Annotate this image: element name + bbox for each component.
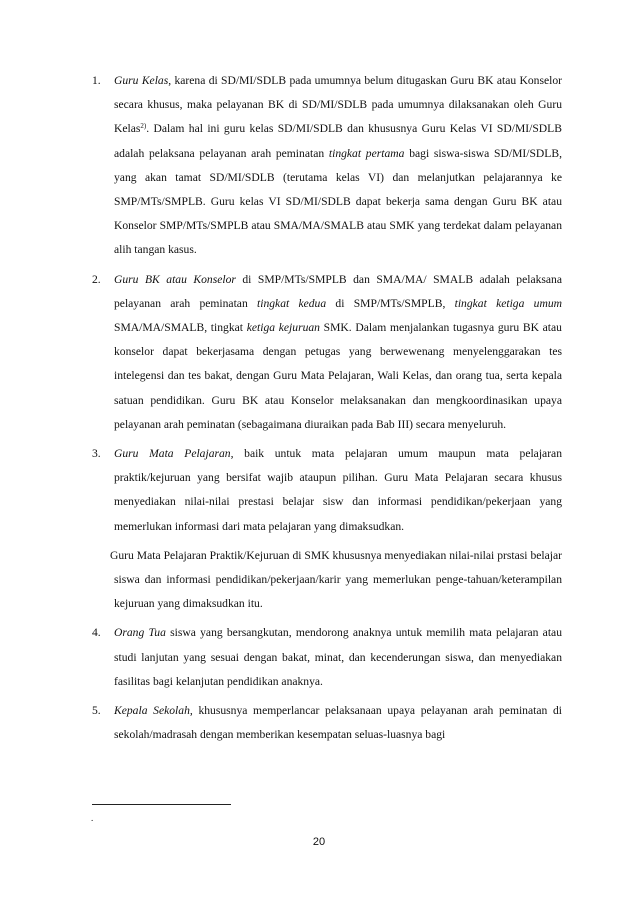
list-item bbox=[92, 268, 562, 437]
item-label: Kepala Sekolah, bbox=[114, 704, 193, 718]
item-number: 4. bbox=[92, 626, 101, 640]
item-number: 3. bbox=[92, 447, 101, 461]
item-number: 1. bbox=[92, 74, 101, 87]
text-run: khususnya memperlancar pelaksanaan upaya pelayanan arah peminatan di sekolah/madrasah dengan memberikan kesempatan seluas-luasnya bagi bbox=[114, 704, 562, 742]
text-run: di SMP/MTs/SMPLB, bbox=[326, 296, 455, 310]
italic-term: tingkat pertama bbox=[328, 146, 405, 160]
text-run: baik untuk mata pelajaran umum maupun mata pelajaran praktik/kejuruan yang bersifat wajib ataupun pilihan. Guru Mata Pelajaran secara khusus menyediakan nilai-nilai prestasi belajar sisw dan informasi pendidikan/pekerjaan yang memerlukan informasi dari mata pelajaran yang dimaksudkan. bbox=[114, 447, 562, 533]
list-item bbox=[92, 699, 562, 747]
item-label: Guru BK atau Konselor bbox=[114, 272, 236, 286]
item-text bbox=[114, 621, 562, 694]
document-body bbox=[92, 69, 562, 752]
text-run: bagi siswa-siswa SD/MI/SDLB, yang akan tamat SD/MI/SDLB (terutama kelas VI) dan melanjutkan pelajarannya ke SMP/MTs/SMPLB. Guru kelas VI SD/MI/SDLB dapat bekerja sama dengan Guru BK atau Konselor SMP/MTs/SMPLB atau SMA/MA/SMALB atau SMK yang terdekat dalam pelayanan alih tangan kasus. bbox=[114, 146, 562, 257]
text-run: , karena di SD/MI/SDLB pada umumnya belum ditugaskan Guru BK atau Konselor secara khusus, maka pelayanan BK di SD/MI/SDLB pada umumnya dilaksanakan oleh Guru Kelas bbox=[114, 74, 563, 136]
item-text bbox=[114, 699, 562, 747]
item-sub-paragraph: Guru Mata Pelajaran Praktik/Kejuruan di SMK khususnya menyediakan nilai-nilai prstasi belajar siswa dan informasi pendidikan/pekerjaan/karir yang memerlukan penge-tahuan/keterampilan kejuruan yang dimaksudkan itu. bbox=[110, 548, 562, 611]
role-list bbox=[92, 69, 562, 747]
item-label: Guru Kelas bbox=[114, 74, 169, 87]
italic-term: tingkat ketiga umum bbox=[454, 296, 562, 310]
text-run: di SMP/MTs/SMPLB dan SMA/MA/ SMALB adalah pelaksana pelayanan arah peminatan bbox=[114, 272, 562, 310]
footnote-reference[interactable]: 2) bbox=[140, 122, 147, 131]
italic-term: tingkat kedua bbox=[257, 296, 327, 310]
text-run: siswa yang bersangkutan, mendorong anaknya untuk memilih mata pelajaran atau studi lanjutan yang sesuai dengan bakat, minat, dan kecenderungan siswa, dan menyediakan fasilitas bagi kelanjutan pendidikan anaknya. bbox=[114, 626, 562, 688]
item-number: 2. bbox=[92, 272, 101, 286]
text-run: . Dalam hal ini guru kelas SD/MI/SDLB dan khususnya Guru Kelas VI SD/MI/SDLB adalah pelaksana pelayanan arah peminatan bbox=[114, 122, 562, 160]
item-text bbox=[114, 268, 562, 437]
list-item bbox=[92, 621, 562, 694]
text-run: SMA/MA/SMALB, tingkat bbox=[114, 321, 247, 335]
footnote-divider bbox=[92, 804, 231, 805]
text-run: SMK. Dalam menjalankan tugasnya guru BK atau konselor dapat bekerjasama dengan petugas yang berwewenang menyelenggarakan tes intelegensi dan tes bakat, dengan Guru Mata Pelajaran, Wali Kelas, dan orang tua, serta kepala satuan pendidikan. Guru BK atau Konselor melaksanakan dan mengkoordinasikan upaya pelayanan arah peminatan (sebagaimana diuraikan pada Bab III) secara menyeluruh. bbox=[114, 321, 562, 431]
item-label: Orang Tua bbox=[114, 626, 166, 640]
item-number: 5. bbox=[92, 704, 101, 718]
item-label: Guru Mata Pelajaran, bbox=[114, 447, 234, 461]
item-text bbox=[114, 69, 562, 263]
page-number: 20 bbox=[312, 836, 326, 848]
italic-term: ketiga kejuruan bbox=[246, 321, 320, 335]
footnote-text: . bbox=[91, 813, 94, 823]
item-text bbox=[114, 442, 562, 539]
list-item bbox=[92, 442, 562, 616]
list-item bbox=[92, 69, 562, 263]
